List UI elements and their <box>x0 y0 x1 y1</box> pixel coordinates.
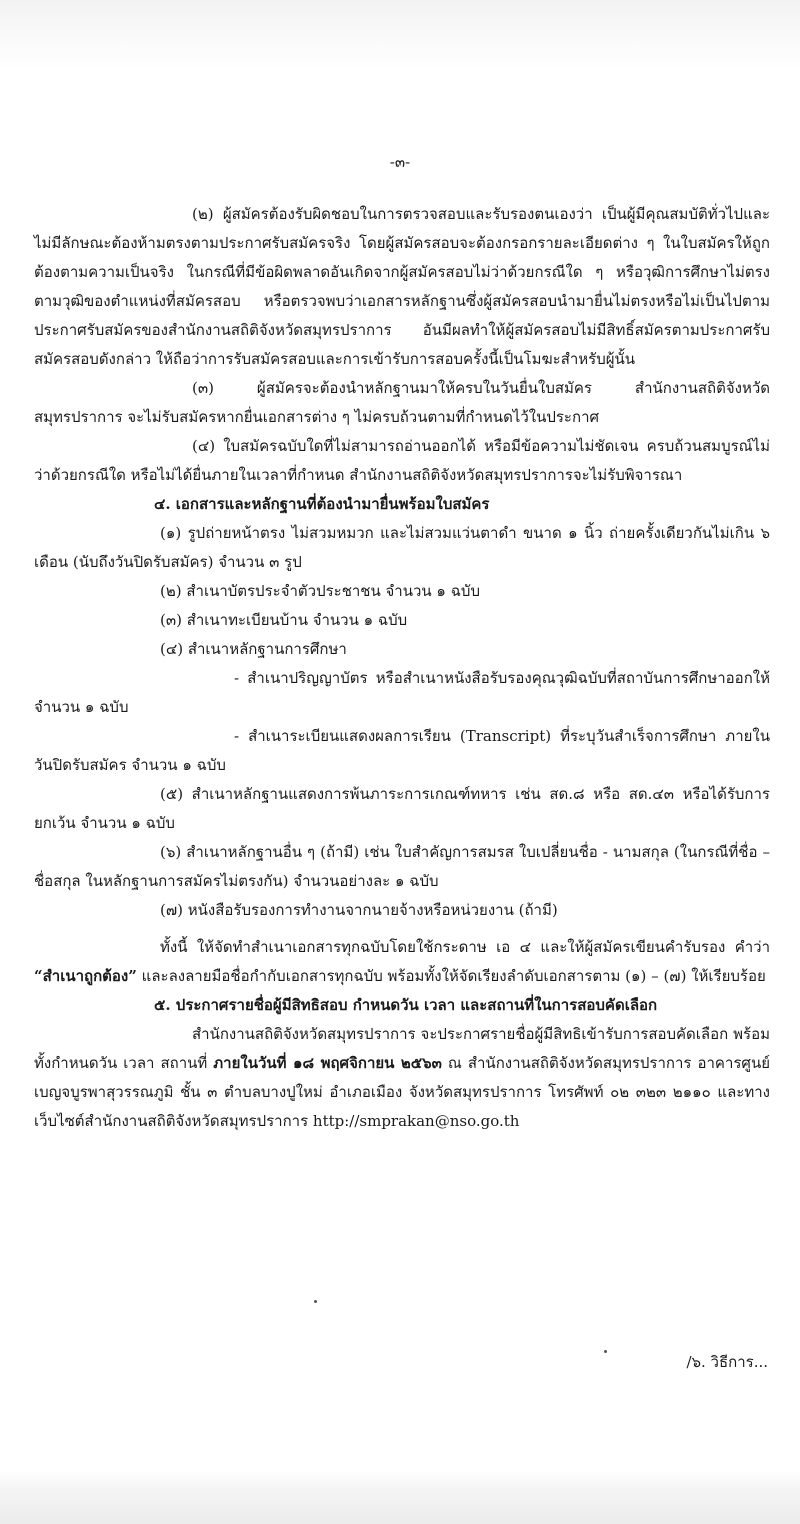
section-5-heading: ๕. ประกาศรายชื่อผู้มีสิทธิสอบ กำหนดวัน เวลา และสถานที่ในการสอบคัดเลือก <box>154 996 658 1014</box>
section-5-date: ภายในวันที่ ๑๘ พฤศจิกายน ๒๕๖๓ <box>213 1054 442 1072</box>
note-text-before: ทั้งนี้ ให้จัดทำสำเนาเอกสารทุกฉบับโดยใช้กระดาษ เอ ๔ และให้ผู้สมัครเขียนคำรับรอง คำว่า <box>160 938 770 956</box>
doc-item-6: (๖) สำเนาหลักฐานอื่น ๆ (ถ้ามี) เช่น ใบสำคัญการสมรส ใบเปลี่ยนชื่อ - นามสกุล (ในกรณีที่ชื่อ – ชื่อสกุล ในหลักฐานการสมัครไม่ตรงกัน) จำนวนอย่างละ ๑ ฉบับ <box>34 843 770 890</box>
doc-item-7: (๗) หนังสือรับรองการทำงานจากนายจ้างหรือหน่วยงาน (ถ้ามี) <box>160 901 558 919</box>
note-text-bold: “สำเนาถูกต้อง” <box>34 967 137 985</box>
section-5-text-after: ณ สำนักงานสถิติจังหวัดสมุทรปราการ อาคารศูนย์เบญจบูรพาสุวรรณภูมิ ชั้น ๓ ตำบลบางปูใหม่ อำเภอเมือง จังหวัดสมุทรปราการ โทรศัพท์ ๐๒ ๓๒๓ ๒๑๑๐ และทางเว็บไซต์สำนักงานสถิติจังหวัดสมุทรปราการ http://smprakan@nso.go.th <box>34 1054 770 1130</box>
continuation-reference: /๖. วิธีการ... <box>686 1353 768 1371</box>
document-body <box>34 200 770 1136</box>
doc-item-1: (๑) รูปถ่ายหน้าตรง ไม่สวมหมวก และไม่สวมแว่นตาดำ ขนาด ๑ นิ้ว ถ่ายครั้งเดียวกันไม่เกิน ๖ เดือน (นับถึงวันปิดรับสมัคร) จำนวน ๓ รูป <box>34 524 770 571</box>
page-number: -๓- <box>389 153 411 171</box>
doc-item-4-sub-2: - สำเนาระเบียนแสดงผลการเรียน (Transcript) ที่ระบุวันสำเร็จการศึกษา ภายในวันปิดรับสมัคร จำนวน ๑ ฉบับ <box>34 727 770 774</box>
section-5-paragraph <box>34 1020 770 1136</box>
paragraph-item-3: (๓) ผู้สมัครจะต้องนำหลักฐานมาให้ครบในวันยื่นใบสมัคร สำนักงานสถิติจังหวัดสมุทรปราการ จะไม่รับสมัครหากยื่นเอกสารต่าง ๆ ไม่ครบถ้วนตามที่กำหนดไว้ในประกาศ <box>34 379 770 426</box>
doc-item-4: (๔) สำเนาหลักฐานการศึกษา <box>160 640 347 658</box>
section-4-heading: ๔. เอกสารและหลักฐานที่ต้องนำมายื่นพร้อมใบสมัคร <box>154 495 490 513</box>
doc-item-4-sub-1: - สำเนาปริญญาบัตร หรือสำเนาหนังสือรับรองคุณวุฒิฉบับที่สถาบันการศึกษาออกให้ จำนวน ๑ ฉบับ <box>34 669 770 716</box>
section-5-text-before: สำนักงานสถิติจังหวัดสมุทรปราการ จะประกาศรายชื่อผู้มีสิทธิเข้ารับการสอบคัดเลือก พร้อมทั้งกำหนดวัน เวลา สถานที่ <box>34 1025 770 1072</box>
doc-item-5: (๕) สำเนาหลักฐานแสดงการพ้นภาระการเกณฑ์ทหาร เช่น สด.๘ หรือ สด.๔๓ หรือได้รับการยกเว้น จำนวน ๑ ฉบับ <box>34 785 770 832</box>
section-4-note <box>34 933 770 991</box>
doc-item-2: (๒) สำเนาบัตรประจำตัวประชาชน จำนวน ๑ ฉบับ <box>160 582 480 600</box>
paragraph-item-2: (๒) ผู้สมัครต้องรับผิดชอบในการตรวจสอบและรับรองตนเองว่า เป็นผู้มีคุณสมบัติทั่วไปและไม่มีลักษณะต้องห้ามตรงตามประกาศรับสมัครจริง โดยผู้สมัครสอบจะต้องกรอกรายละเอียดต่าง ๆ ในใบสมัครให้ถูกต้องตามความเป็นจริง ในกรณีที่มีข้อผิดพลาดอันเกิดจากผู้สมัครสอบไม่ว่าด้วยกรณีใด ๆ หรือวุฒิการศึกษาไม่ตรงตามวุฒิของตำแหน่งที่สมัครสอบ หรือตรวจพบว่าเอกสารหลักฐานซึ่งผู้สมัครสอบนำมายื่นไม่ตรงหรือไม่เป็นไปตามประกาศรับสมัครของสำนักงานสถิติจังหวัดสมุทรปราการ อันมีผลทำให้ผู้สมัครสอบไม่มีสิทธิ์สมัครตามประกาศรับสมัครสอบดังกล่าว ให้ถือว่าการรับสมัครสอบและการเข้ารับการสอบครั้งนี้เป็นโมฆะสำหรับผู้นั้น <box>34 205 770 368</box>
paragraph-item-4: (๔) ใบสมัครฉบับใดที่ไม่สามารถอ่านออกได้ หรือมีข้อความไม่ชัดเจน ครบถ้วนสมบูรณ์ไม่ว่าด้วยกรณีใด หรือไม่ได้ยื่นภายในเวลาที่กำหนด สำนักงานสถิติจังหวัดสมุทรปราการจะไม่รับพิจารณา <box>34 437 770 484</box>
doc-item-3: (๓) สำเนาทะเบียนบ้าน จำนวน ๑ ฉบับ <box>160 611 408 629</box>
scan-speck <box>314 1300 317 1303</box>
note-text-after: และลงลายมือชื่อกำกับเอกสารทุกฉบับ พร้อมทั้งให้จัดเรียงลำดับเอกสารตาม (๑) – (๗) ให้เรียบร้อย <box>136 967 766 985</box>
scan-speck <box>604 1350 607 1353</box>
